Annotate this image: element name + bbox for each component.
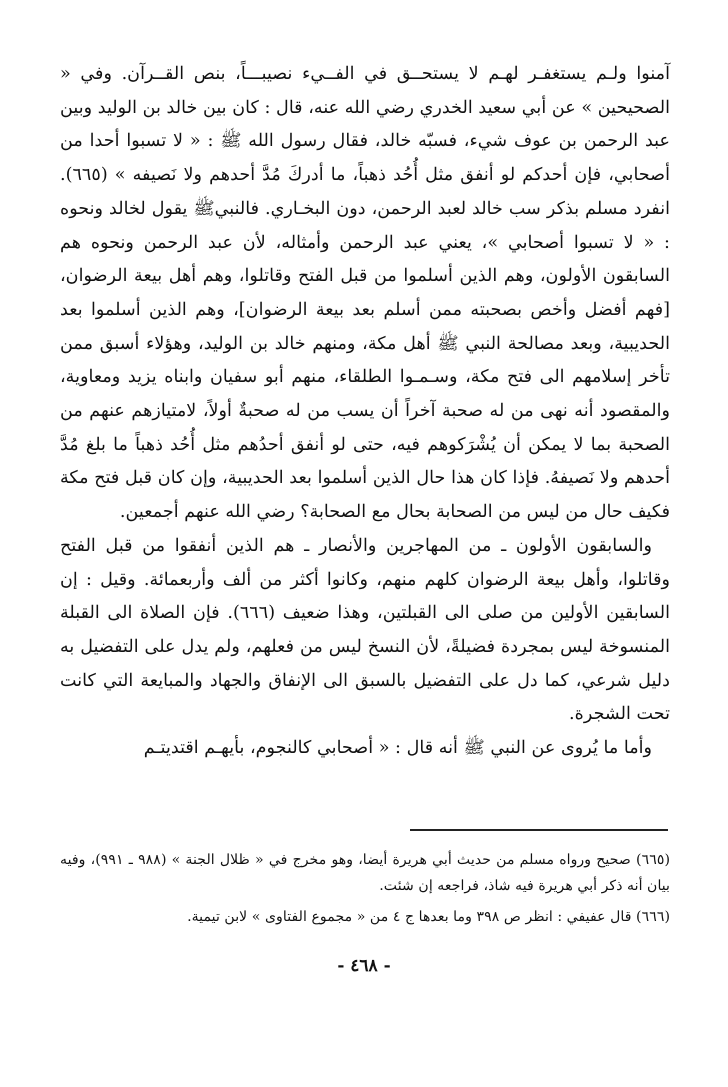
paragraph-2: والسابقون الأولون ـ من المهاجرين والأنصار ـ هم الذين أنفقوا من قبل الفتح وقاتلوا، وأهل بيعة الرضوان كلهم منهم، وكانوا أكثر من ألف وأربعمائة. وقيل : إن السابقين الأولين من صلى الى القبلتين، وهذا ضعيف (٦٦٦). فإن الصلاة الى القبلة المنسوخة ليس بمجردة فضيلةً، لأن النسخ ليس من فعلهم، ولم يدل على التفضيل به دليل شرعي، كما دل على التفضيل بالسبق الى الإنفاق والجهاد والمبايعة التي كانت تحت الشجرة. (60, 535, 670, 725)
main-text (60, 58, 670, 766)
page-number: - ٤٦٨ - (337, 956, 391, 976)
footnote-666: (٦٦٦) قال عفيفي : انظر ص ٣٩٨ وما بعدها ج ٤ من « مجموع الفتاوى » لابن تيمية. (187, 909, 670, 925)
footnote-665: (٦٦٥) صحيح ورواه مسلم من حديث أبي هريرة أيضا، وهو مخرج في « ظلال الجنة » (٩٨٨ ـ ٩٩١)، وفيه بيان أنه ذكر أبي هريرة فيه شاذ، فراجعه إن شئت. (60, 852, 670, 894)
paragraph-1: آمنوا ولـم يستغفـر لهـم لا يستحــق في الفــيء نصيبـــاً، بنص القــرآن. وفي « الصحيحين » عن أبي سعيد الخدري رضي الله عنه، قال : كان بين خالد بن الوليد وبين عبد الرحمن بن عوف شيء، فسبّه خالد، فقال رسول الله ﷺ : « لا تسبوا أحدا من أصحابي، فإن أحدكم لو أنفق مثل أُحُد ذهباً، ما أدركَ مُدَّ أحدهم ولا نَصيفه » (٦٦٥). انفرد مسلم بذكر سب خالد لعبد الرحمن، دون البخـاري. فالنبيﷺ يقول لخالد ونحوه : « لا تسبوا أصحابي »، يعني عبد الرحمن وأمثاله، لأن عبد الرحمن ونحوه هم السابقون الأولون، وهم الذين أسلموا من قبل الفتح وقاتلوا، وهم أهل بيعة الرضوان، [فهم أفضل وأخص بصحبته ممن أسلم بعد بيعة الرضوان]، وهم الذين أسلموا بعد الحديبية، وبعد مصالحة النبي ﷺ أهل مكة، ومنهم خالد بن الوليد، وهؤلاء أسبق ممن تأخر إسلامهم الى فتح مكة، وسـمـوا الطلقاء، منهم أبو سفيان وابناه يزيد ومعاوية، والمقصود أنه نهى من له صحبة آخراً أن يسب من له صحبةٌ أولاً، لامتيازهم عنهم من الصحبة بما لا يمكن أن يُشْرَكوهم فيه، حتى لو أنفق أحدُهم مثل أُحُد ذهباً ما بلغ مُدَّ أحدهم ولا نَصيفهُ. فإذا كان هذا حال الذين أسلموا بعد الحديبية، وإن كان قبل فتح مكة فكيف حال من ليس من الصحابة بحال مع الصحابة؟ رضي الله عنهم أجمعين. (60, 64, 670, 523)
footnotes (60, 848, 670, 931)
paragraph-3: وأما ما يُروى عن النبي ﷺ أنه قال : « أصحابي كالنجوم، بأيهـم اقتديتـم (143, 738, 652, 759)
footnote-separator (410, 829, 668, 831)
